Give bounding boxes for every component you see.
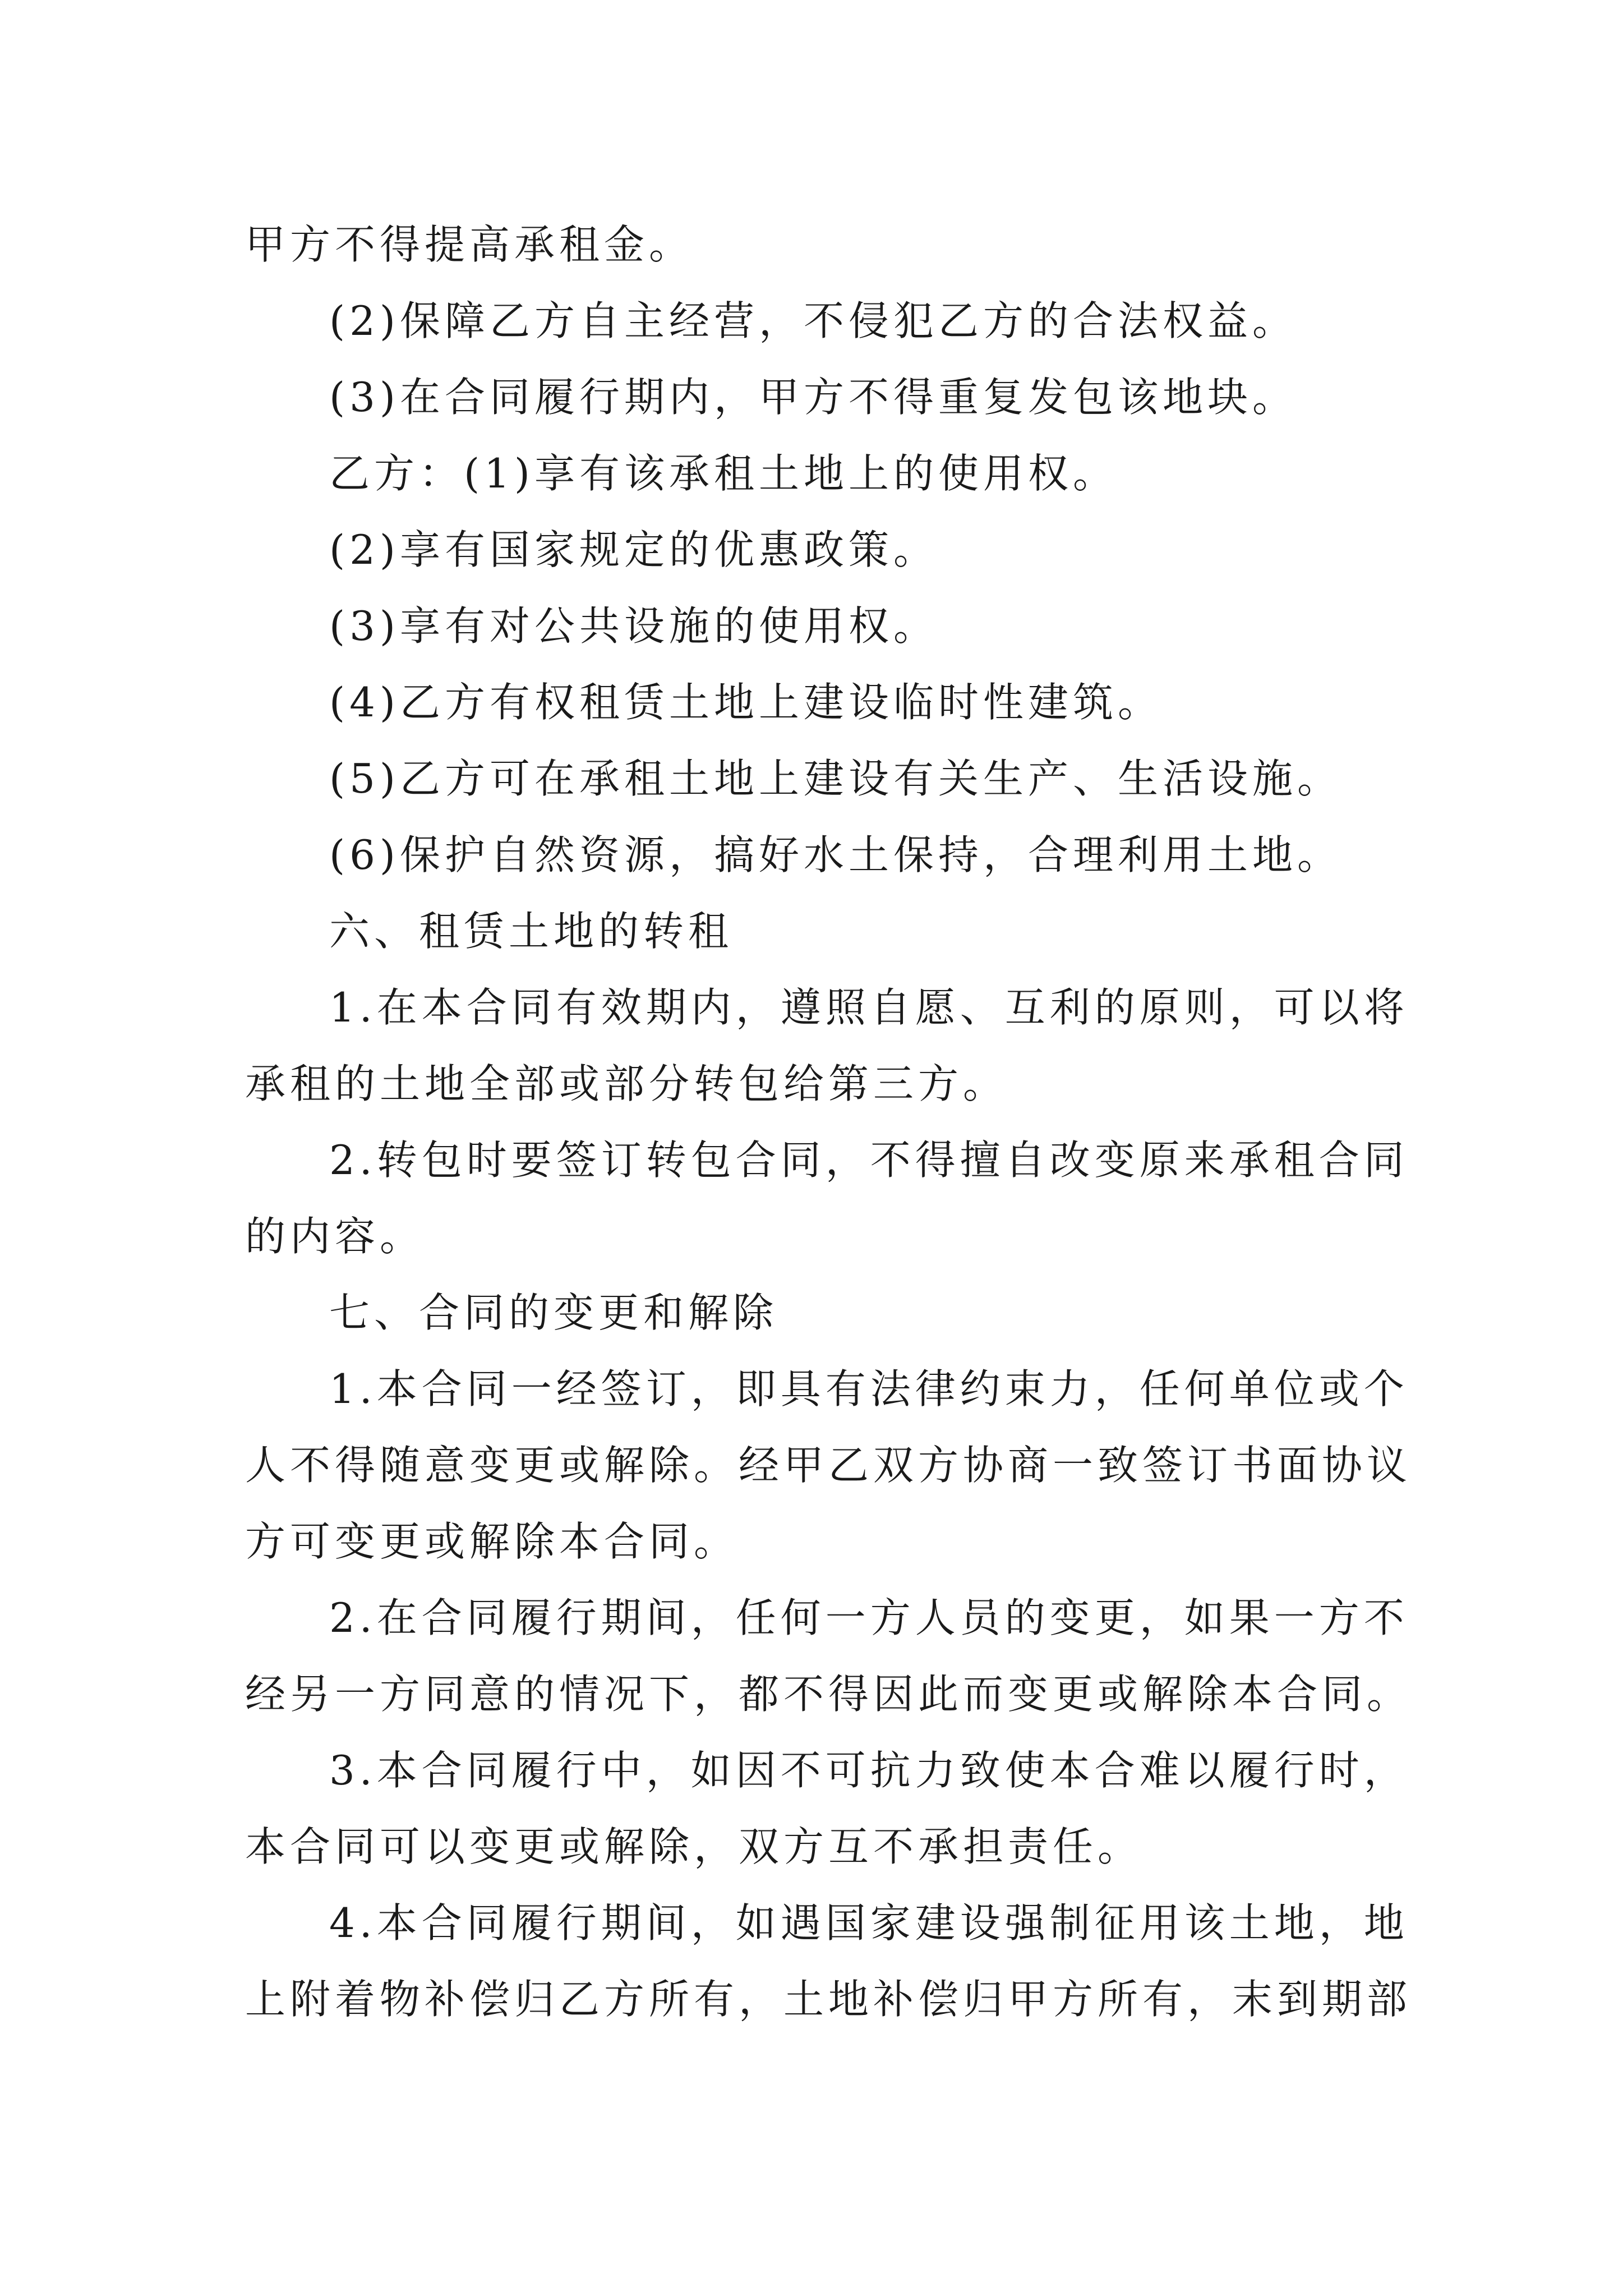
text-line: 人不得随意变更或解除。经甲乙双方协商一致签订书面协议 bbox=[245, 1442, 1412, 1489]
text-line: 的内容。 bbox=[245, 1213, 425, 1260]
section-heading: 六、租赁土地的转租 bbox=[329, 908, 734, 955]
text-line: (3)享有对公共设施的使用权。 bbox=[329, 602, 938, 650]
text-line: (2)保障乙方自主经营，不侵犯乙方的合法权益。 bbox=[329, 297, 1297, 344]
text-line: 本合同可以变更或解除，双方互不承担责任。 bbox=[245, 1823, 1143, 1870]
text-line: 经另一方同意的情况下，都不得因此而变更或解除本合同。 bbox=[245, 1671, 1412, 1718]
text-line: (4)乙方有权租赁土地上建设临时性建筑。 bbox=[329, 679, 1163, 726]
text-line: 2.在合同履行期间，任何一方人员的变更，如果一方不 bbox=[329, 1594, 1409, 1641]
text-line: 乙方：(1)享有该承租土地上的使用权。 bbox=[329, 450, 1118, 497]
section-heading: 七、合同的变更和解除 bbox=[329, 1289, 778, 1336]
text-line: 上附着物补偿归乙方所有，土地补偿归甲方所有，末到期部 bbox=[245, 1976, 1412, 2023]
text-line: 4.本合同履行期间，如遇国家建设强制征用该土地，地 bbox=[329, 1899, 1409, 1947]
text-line: 甲方不得提高承租金。 bbox=[245, 221, 694, 268]
text-line: 方可变更或解除本合同。 bbox=[245, 1518, 739, 1565]
text-line: 3.本合同履行中，如因不可抗力致使本合难以履行时， bbox=[329, 1747, 1409, 1794]
text-line: 承租的土地全部或部分转包给第三方。 bbox=[245, 1060, 1008, 1107]
text-line: 1.本合同一经签订，即具有法律约束力，任何单位或个 bbox=[329, 1365, 1409, 1412]
text-line: 2.转包时要签订转包合同，不得擅自改变原来承租合同 bbox=[329, 1137, 1409, 1184]
text-line: (3)在合同履行期内，甲方不得重复发包该地块。 bbox=[329, 374, 1297, 421]
text-line: (2)享有国家规定的优惠政策。 bbox=[329, 526, 938, 573]
text-line: (6)保护自然资源，搞好水土保持，合理利用土地。 bbox=[329, 831, 1342, 878]
text-line: 1.在本合同有效期内，遵照自愿、互利的原则，可以将 bbox=[329, 984, 1409, 1031]
text-line: (5)乙方可在承租土地上建设有关生产、生活设施。 bbox=[329, 755, 1342, 802]
